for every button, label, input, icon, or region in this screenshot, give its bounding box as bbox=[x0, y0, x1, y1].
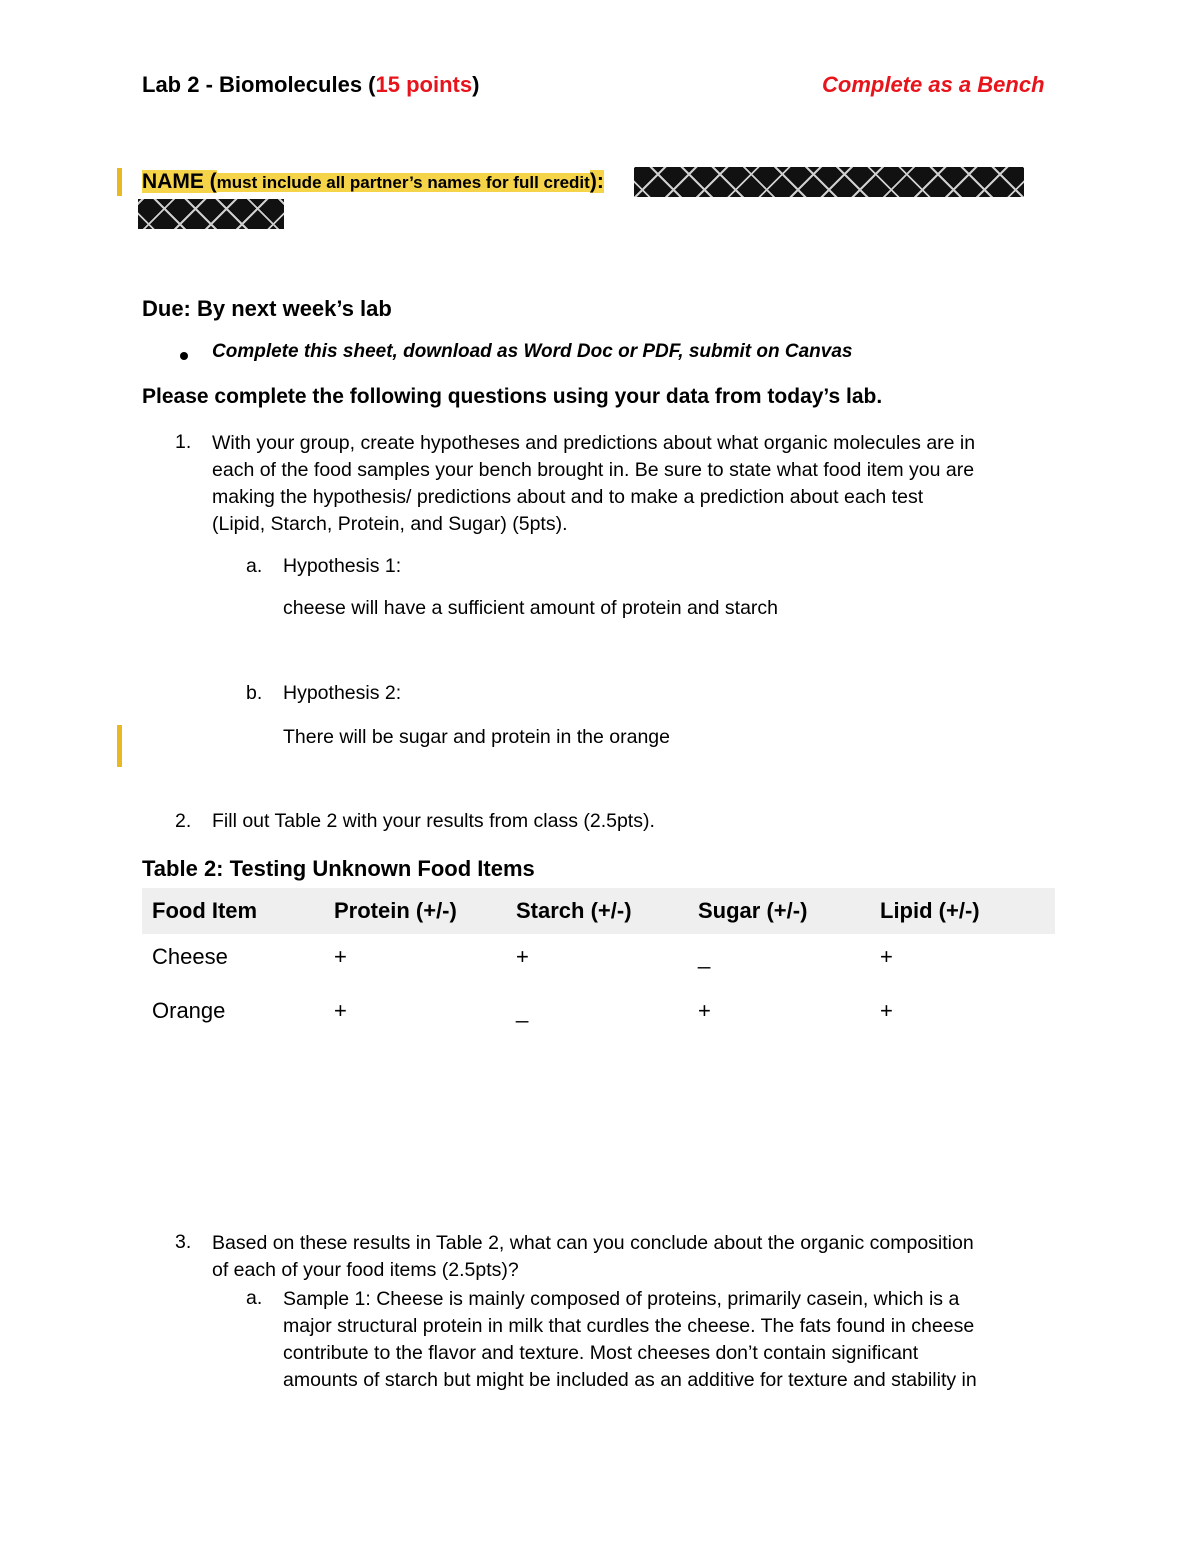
q1-line: making the hypothesis/ predictions about and to make a prediction about each test bbox=[212, 486, 924, 508]
table-row bbox=[142, 980, 1055, 1041]
table-cell: + bbox=[880, 944, 893, 969]
q3-line: of each of your food items (2.5pts)? bbox=[212, 1259, 519, 1281]
bench-note: Complete as a Bench bbox=[822, 72, 1045, 97]
table-title: Table 2: Testing Unknown Food Items bbox=[142, 856, 535, 881]
table-cell: + bbox=[516, 944, 529, 969]
q1a-marker: a. bbox=[246, 555, 263, 577]
answer-line: major structural protein in milk that curdles the cheese. The fats found in cheese bbox=[283, 1315, 975, 1337]
hypothesis-1-label: Hypothesis 1: bbox=[283, 555, 402, 577]
answer-line: Sample 1: Cheese is mainly composed of proteins, primarily casein, which is a bbox=[283, 1288, 960, 1310]
table-cell: + bbox=[334, 944, 347, 969]
redacted-names bbox=[138, 199, 284, 229]
q2-text: Fill out Table 2 with your results from class (2.5pts). bbox=[212, 810, 655, 832]
title-suffix: ) bbox=[472, 72, 480, 97]
bullet-icon bbox=[180, 352, 188, 360]
name-label-end: ): bbox=[589, 170, 604, 193]
sample-1-answer bbox=[283, 1286, 1083, 1394]
column-header: Sugar (+/-) bbox=[688, 888, 870, 934]
q3-line: Based on these results in Table 2, what can you conclude about the organic composition bbox=[212, 1232, 974, 1254]
column-header: Starch (+/-) bbox=[506, 888, 688, 934]
column-header: Food Item bbox=[142, 888, 324, 934]
table-cell: + bbox=[880, 997, 893, 1023]
document-title bbox=[142, 72, 479, 98]
q1-line: With your group, create hypotheses and predictions about what organic molecules are in bbox=[212, 432, 976, 454]
table-cell: _ bbox=[698, 944, 711, 969]
name-label: NAME ( bbox=[142, 170, 217, 193]
hypothesis-1-answer: cheese will have a sufficient amount of protein and starch bbox=[283, 597, 779, 619]
due-instruction: Complete this sheet, download as Word Doc or PDF, submit on Canvas bbox=[212, 341, 853, 362]
q1-text bbox=[212, 430, 1072, 538]
table-cell: + bbox=[334, 997, 347, 1023]
name-note: must include all partner’s names for full credit bbox=[216, 173, 590, 192]
table-cell: Orange bbox=[152, 997, 226, 1023]
q1-number: 1. bbox=[175, 431, 192, 453]
answer-line: contribute to the flavor and texture. Most cheeses don’t contain significant bbox=[283, 1342, 919, 1364]
instructions-heading: Please complete the following questions using your data from today’s lab. bbox=[142, 385, 883, 408]
table-cell: _ bbox=[516, 997, 529, 1023]
name-line bbox=[142, 170, 604, 194]
column-header: Protein (+/-) bbox=[324, 888, 506, 934]
due-heading: Due: By next week’s lab bbox=[142, 296, 392, 321]
table-cell: Cheese bbox=[152, 944, 228, 969]
column-header: Lipid (+/-) bbox=[870, 888, 1055, 934]
title-prefix: Lab 2 - Biomolecules ( bbox=[142, 72, 376, 97]
q3a-marker: a. bbox=[246, 1287, 263, 1309]
table-row bbox=[142, 934, 1055, 980]
q3-number: 3. bbox=[175, 1231, 192, 1253]
title-points: 15 points bbox=[375, 72, 473, 97]
redacted-names bbox=[634, 167, 1024, 197]
table-header-row bbox=[142, 888, 1055, 934]
q1b-marker: b. bbox=[246, 682, 263, 704]
change-marker bbox=[117, 168, 122, 196]
answer-line: amounts of starch but might be included as an additive for texture and stability in bbox=[283, 1369, 977, 1391]
q1-line: (Lipid, Starch, Protein, and Sugar) (5pts). bbox=[212, 513, 568, 535]
hypothesis-2-answer: There will be sugar and protein in the orange bbox=[283, 726, 670, 748]
change-marker bbox=[117, 725, 122, 767]
table-cell: + bbox=[698, 997, 711, 1023]
q3-text bbox=[212, 1230, 1072, 1284]
q1-line: each of the food samples your bench brought in. Be sure to state what food item you are bbox=[212, 459, 975, 481]
results-table bbox=[142, 888, 1055, 1041]
hypothesis-2-label: Hypothesis 2: bbox=[283, 682, 402, 704]
q2-number: 2. bbox=[175, 810, 192, 832]
